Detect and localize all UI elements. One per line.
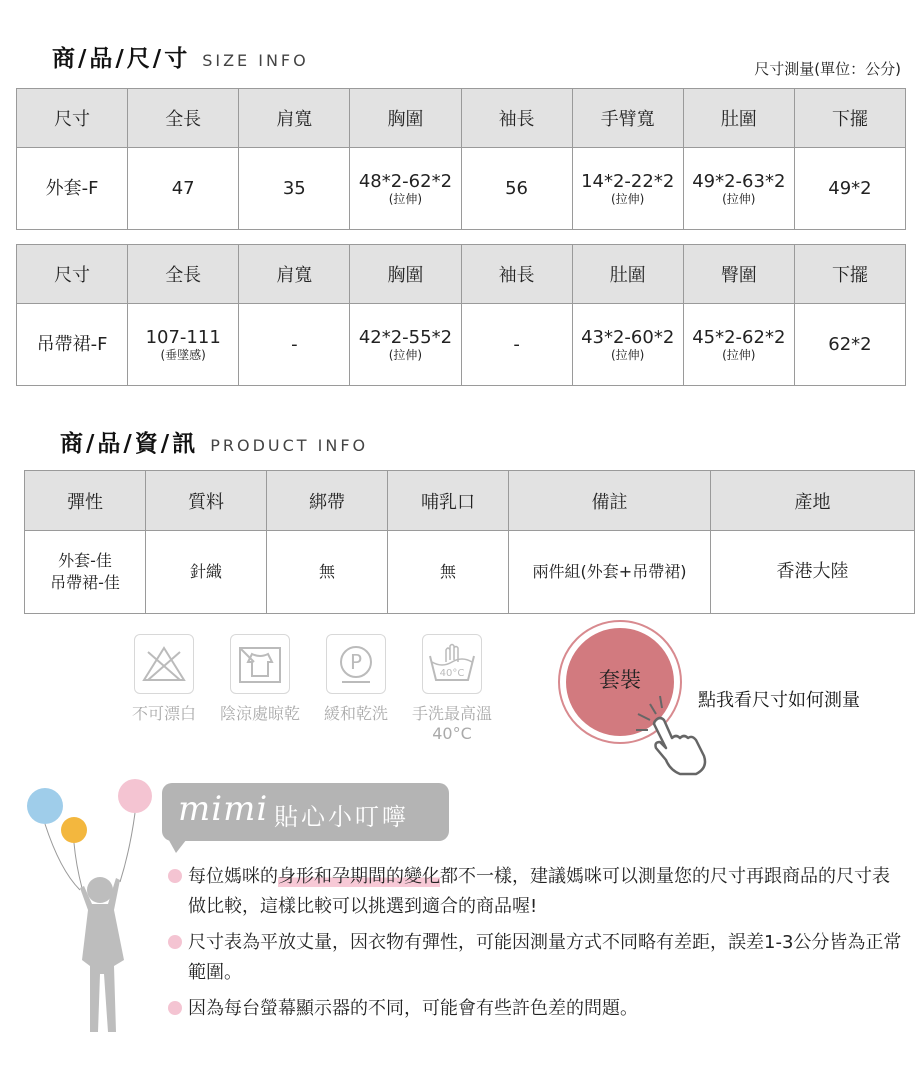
balloon-girl-illustration: [20, 770, 170, 1060]
size-title-zh: 商/品/尺/寸: [52, 46, 191, 72]
header-cell: 質料: [146, 471, 267, 531]
cell-value: 香港大陸: [776, 561, 849, 582]
header-cell: 下擺: [794, 89, 905, 148]
cell-value: -: [513, 333, 520, 355]
balloon-orange: [61, 817, 87, 843]
bullet-dot: [168, 1001, 182, 1015]
size-cell: [350, 304, 461, 386]
header-cell: 哺乳口: [388, 471, 509, 531]
product-title-zh: 商/品/資/訊: [60, 431, 199, 457]
size-cell: [128, 148, 239, 230]
header-cell: 彈性: [25, 471, 146, 531]
cell-note: (拉伸): [388, 191, 423, 206]
size-cell: [128, 304, 239, 386]
size-section-title: [52, 40, 309, 73]
cell-value: 兩件組(外套+吊帶裙): [532, 562, 687, 581]
list-item: [168, 862, 903, 922]
header-cell: 肚圍: [572, 245, 683, 304]
table-header-row: [17, 245, 906, 304]
size-cell: [572, 148, 683, 230]
size-cell: [350, 148, 461, 230]
list-item: [168, 928, 903, 988]
cell-value: 14*2-22*2: [581, 170, 675, 192]
shade-dry-icon: [230, 634, 290, 694]
cell-value: 無: [439, 562, 456, 581]
cell-value: 49*2-63*2: [692, 170, 786, 192]
product-title-en: PRODUCT INFO: [210, 436, 369, 455]
header-cell: 胸圍: [350, 245, 461, 304]
cell-value: 43*2-60*2: [581, 326, 675, 348]
cell-value: 48*2-62*2: [358, 170, 453, 192]
gentle-dry-clean-icon: [326, 634, 386, 694]
bullet-dot: [168, 869, 182, 883]
table-row: [17, 148, 906, 230]
dry-clean-letter: P: [349, 650, 363, 674]
cell-value: 針織: [189, 562, 222, 581]
tip-text: 每位媽咪的: [188, 866, 278, 887]
cell-value: 外套-佳: [58, 551, 112, 570]
product-info-table: [24, 470, 915, 614]
cell-note: (拉伸): [611, 191, 645, 206]
size-cell: [17, 304, 128, 386]
cell-value: 107-111: [145, 326, 221, 348]
info-cell: [388, 531, 509, 614]
header-cell: 尺寸: [17, 89, 128, 148]
cell-note: (拉伸): [611, 347, 645, 362]
size-title-en: SIZE INFO: [202, 51, 309, 70]
info-cell: [711, 531, 915, 614]
info-cell: [146, 531, 267, 614]
tips-list: [168, 862, 903, 1030]
care-label: 不可漂白: [131, 704, 196, 723]
brand-name: mimi: [178, 789, 269, 829]
unit-note: 尺寸測量(單位：公分): [754, 60, 901, 78]
header-cell: 全長: [128, 89, 239, 148]
care-label: 緩和乾洗: [323, 704, 388, 723]
table-row: [25, 531, 915, 614]
hand-wash-icon: [422, 634, 482, 694]
size-cell: [461, 304, 572, 386]
care-label-line1: 手洗最高溫: [411, 704, 492, 723]
header-cell: 肚圍: [683, 89, 794, 148]
measure-guide-link[interactable]: 點我看尺寸如何測量: [698, 690, 860, 711]
header-cell: 臀圍: [683, 245, 794, 304]
header-cell: 袖長: [461, 89, 572, 148]
header-cell: 胸圍: [350, 89, 461, 148]
no-bleach-icon: [134, 634, 194, 694]
set-badge-label: 套裝: [599, 668, 641, 692]
header-cell: 下擺: [794, 245, 905, 304]
size-cell: [572, 304, 683, 386]
size-cell: [794, 304, 905, 386]
list-item: [168, 994, 903, 1024]
balloon-blue: [27, 788, 63, 824]
info-cell: [509, 531, 711, 614]
size-cell: [794, 148, 905, 230]
care-item: [306, 634, 406, 724]
cell-value: 42*2-55*2: [358, 326, 453, 348]
bullet-dot: [168, 935, 182, 949]
size-cell: [17, 148, 128, 230]
tip-text: 尺寸表為平放丈量，因衣物有彈性，可能因測量方式不同略有差距，誤差1-3公分皆為正常範圍。: [188, 932, 902, 983]
table-header-row: [25, 471, 915, 531]
tips-title: 貼心小叮嚀: [274, 803, 409, 831]
header-cell: 肩寬: [239, 245, 350, 304]
cell-value: 47: [171, 177, 195, 199]
size-cell: [239, 148, 350, 230]
table-row: [17, 304, 906, 386]
cell-value: 無: [318, 562, 335, 581]
care-label-line2: 40°C: [432, 724, 472, 743]
tip-highlight: 身形和孕期間的變化: [278, 866, 440, 887]
tip-text: 因為每台螢幕顯示器的不同，可能會有些許色差的問題。: [188, 998, 638, 1019]
info-cell: [267, 531, 388, 614]
wash-temp-text: 40°C: [439, 668, 465, 679]
cell-value: 49*2: [828, 177, 872, 199]
header-cell: 備註: [509, 471, 711, 531]
header-cell: 肩寬: [239, 89, 350, 148]
care-item: [210, 634, 310, 724]
cell-value: 吊帶裙-F: [36, 333, 108, 355]
size-cell: [683, 148, 794, 230]
cell-value: 56: [505, 177, 529, 199]
care-item: [114, 634, 214, 724]
header-cell: 袖長: [461, 245, 572, 304]
header-cell: 產地: [711, 471, 915, 531]
product-section-title: [60, 425, 368, 458]
cell-value: 45*2-62*2: [692, 326, 786, 348]
size-cell: [239, 304, 350, 386]
header-cell: 手臂寬: [572, 89, 683, 148]
cell-value: 吊帶裙-佳: [50, 573, 120, 592]
tip-text: 都不一樣，建議媽咪可以測量您的尺寸再跟商品的尺寸表做比較，這樣比較可以挑選到適合的商品喔!: [188, 866, 890, 917]
size-cell: [461, 148, 572, 230]
info-cell: [25, 531, 146, 614]
size-cell: [683, 304, 794, 386]
size-table-jacket: [16, 88, 906, 230]
table-header-row: [17, 89, 906, 148]
care-item: [402, 634, 502, 744]
cell-value: -: [291, 333, 298, 355]
cell-value: 35: [282, 177, 306, 199]
cell-note: (拉伸): [722, 347, 756, 362]
cell-note: (拉伸): [722, 191, 756, 206]
cell-note: (拉伸): [388, 347, 423, 362]
header-cell: 綁帶: [267, 471, 388, 531]
girl-silhouette: [80, 877, 124, 1032]
cell-value: 外套-F: [45, 177, 99, 199]
cell-note: (垂墜感): [160, 347, 206, 362]
header-cell: 全長: [128, 245, 239, 304]
cell-value: 62*2: [828, 333, 872, 355]
care-label: 陰涼處晾乾: [219, 704, 300, 723]
size-table-dress: [16, 244, 906, 386]
balloon-pink: [118, 779, 152, 813]
tips-bubble: [162, 783, 449, 841]
care-label: [402, 704, 502, 744]
bubble-tail: [166, 835, 190, 853]
header-cell: 尺寸: [17, 245, 128, 304]
